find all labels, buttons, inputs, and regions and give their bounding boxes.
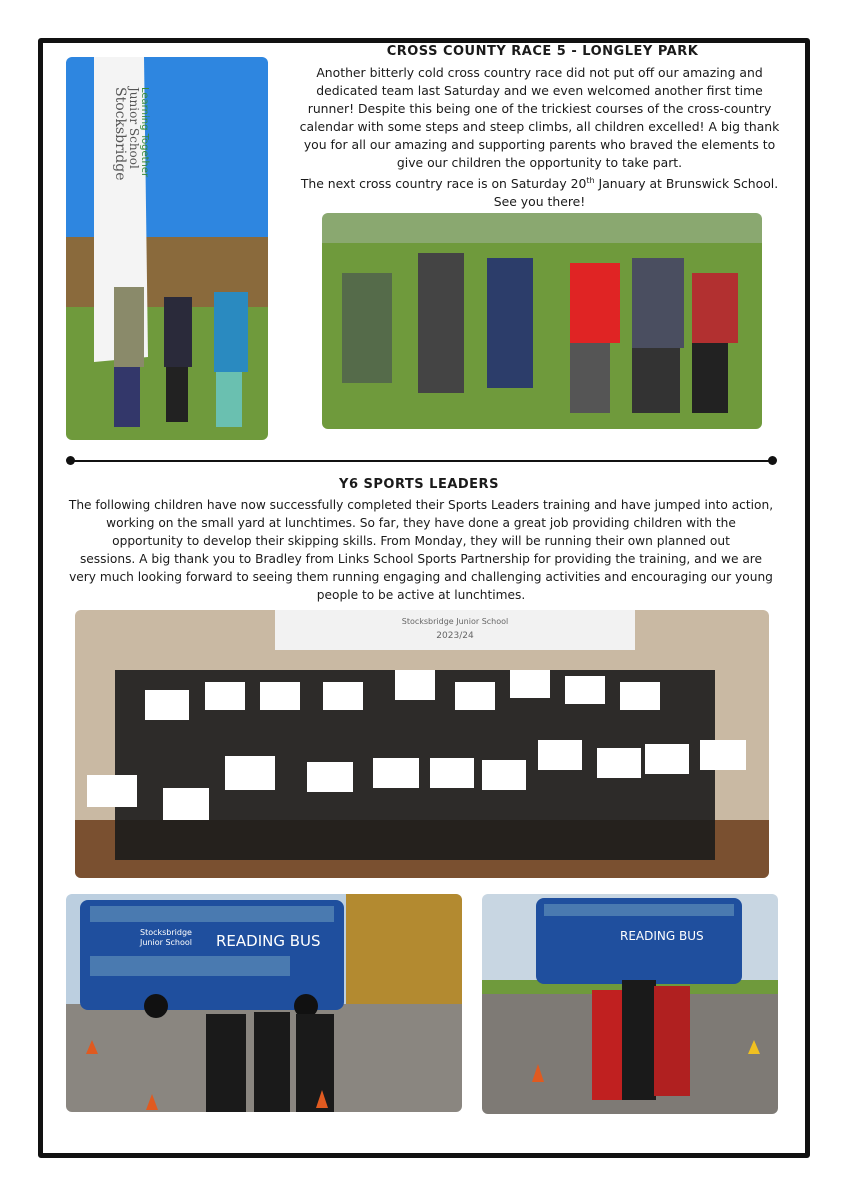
next-race-sup: th xyxy=(586,176,595,185)
screen-text-1: Stocksbridge Junior School xyxy=(401,617,509,626)
banner-text-2: Junior School xyxy=(127,87,141,169)
text-line: The following children have now successfully completed their Sports Leaders training and have jumped into action, xyxy=(68,498,774,512)
photo-race-group xyxy=(322,213,762,429)
text-line: very much looking forward to seeing them running engaging and challenging activities and encouraging our young xyxy=(69,570,773,584)
next-race-b: January at Brunswick School. xyxy=(594,176,779,192)
next-race-line xyxy=(282,172,797,193)
section1-text xyxy=(282,64,797,211)
text-line: you for all our amazing and supporting parents who braved the elements to xyxy=(303,137,776,152)
photo-reading-bus-right xyxy=(482,894,778,1114)
bus-school-text-2: Junior School xyxy=(140,938,193,947)
section2-text xyxy=(44,496,798,604)
section2-heading: Y6 SPORTS LEADERS xyxy=(339,477,499,492)
bus-title-text-2: READING BUS xyxy=(620,929,704,943)
photo-banner-runners xyxy=(66,57,268,440)
banner-text-3: Learning Together xyxy=(139,87,150,178)
section1-heading: CROSS COUNTY RACE 5 - LONGLEY PARK xyxy=(386,44,699,59)
text-line: give our children the opportunity to take part. xyxy=(396,155,683,170)
text-line: Another bitterly cold cross country race did not put off our amazing and xyxy=(316,65,763,80)
bus-school-text-1: Stocksbridge xyxy=(140,928,192,937)
bus-title-text: READING BUS xyxy=(216,932,321,950)
see-you-line: See you there! xyxy=(493,194,586,210)
photo-sports-leaders-group xyxy=(75,610,769,878)
next-race-a: The next cross country race is on Saturday 20 xyxy=(300,176,587,192)
text-line: people to be active at lunchtimes. xyxy=(316,588,526,602)
text-line: sessions. A big thank you to Bradley from Links School Sports Partnership for providing the training, and we are xyxy=(79,552,763,566)
text-line: opportunity to develop their skipping skills. From Monday, they will be running their own planned out xyxy=(112,534,730,548)
text-line: runner! Despite this being one of the trickiest courses of the cross-country xyxy=(307,101,772,116)
section-divider xyxy=(70,460,774,462)
photo-reading-bus-left xyxy=(66,894,462,1112)
text-line: calendar with some steps and steep climbs, all children excelled! A big thank xyxy=(299,119,780,134)
text-line: dedicated team last Saturday and we even welcomed another first time xyxy=(316,83,763,98)
screen-text-2: 2023/24 xyxy=(436,631,474,641)
text-line: working on the small yard at lunchtimes. So far, they have done a great job providing children with the xyxy=(106,516,736,530)
divider-dot-right xyxy=(768,456,777,465)
banner-text-1: Stocksbridge xyxy=(112,87,128,181)
